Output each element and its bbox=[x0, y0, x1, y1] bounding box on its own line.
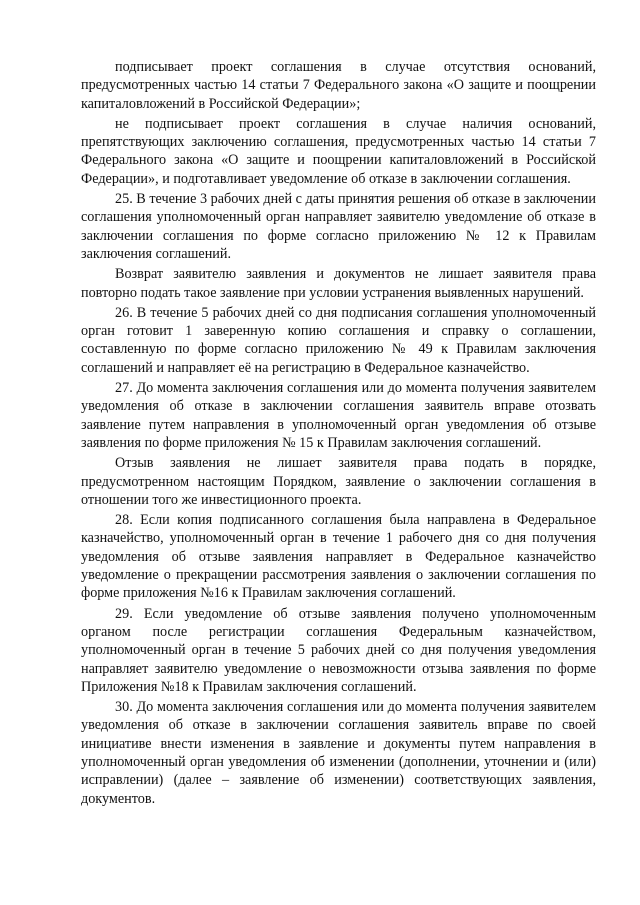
paragraph-26-registration: 26. В течение 5 рабочих дней со дня подписания соглашения уполномоченный орган готовит 1 заверенную копию соглашения и справку о соглашении, составленную по форме согласно приложению № 49 к Правилам заключения соглашений и направляет её на регистрацию в Федеральное казначейство. bbox=[81, 304, 596, 376]
paragraph-does-not-sign-draft: не подписывает проект соглашения в случае наличия оснований, препятствующих заключению соглашения, предусмотренных частью 14 статьи 7 Федерального закона «О защите и поощрении капиталовложений в Российской Федерации», и подготавливает уведомление об отказе в заключении соглашения. bbox=[81, 115, 596, 187]
paragraph-28-treasury-notice: 28. Если копия подписанного соглашения была направлена в Федеральное казначейство, уполномоченный орган в течение 1 рабочего дня со дня получения уведомления об отзыве заявления направляет в Федеральное казначейство уведомление о прекращении рассмотрения заявления о заключении соглашения по форме приложения №16 к Правилам заключения соглашений. bbox=[81, 512, 596, 602]
paragraph-27-withdrawal: 27. До момента заключения соглашения или до момента получения заявителем уведомления об отказе в заключении соглашения заявитель вправе отозвать заявление путем направления в уполномоченный орган уведомления об отзыве заявления по форме приложения № 15 к Правилам заключения соглашений. bbox=[81, 380, 596, 451]
paragraph-27-withdrawal-rights: Отзыв заявления не лишает заявителя права подать в порядке, предусмотренном настоящим Порядком, заявление о заключении соглашения в отношении того же инвестиционного проекта. bbox=[81, 455, 596, 508]
paragraph-30-amendments: 30. До момента заключения соглашения или до момента получения заявителем уведомления об отказе в заключении соглашения заявитель вправе по своей инициативе внести изменения в заявление и документы путем направления в уполномоченный орган уведомления об изменении (дополнении, уточнении и (или) исправлении) (далее – заявление об изменении) соответствующих заявления, документов. bbox=[81, 699, 596, 807]
paragraph-25-refusal-notice: 25. В течение 3 рабочих дней с даты принятия решения об отказе в заключении соглашения уполномоченный орган направляет заявителю уведомление об отказе в заключении соглашения по форме согласно приложению № 12 к Правилам заключения соглашений. bbox=[81, 191, 596, 262]
paragraph-25-return-of-documents: Возврат заявителю заявления и документов не лишает заявителя права повторно подать такое заявление при условии устранения выявленных нарушений. bbox=[81, 266, 596, 301]
document-page bbox=[81, 58, 596, 810]
paragraph-signs-draft: подписывает проект соглашения в случае отсутствия оснований, предусмотренных частью 14 статьи 7 Федерального закона «О защите и поощрении капиталовложений в Российской Федерации»; bbox=[81, 59, 596, 112]
paragraph-29-impossibility-notice: 29. Если уведомление об отзыве заявления получено уполномоченным органом после регистрации соглашения Федеральным казначейством, уполномоченный орган в течение 5 рабочих дней со дня получения уведомления направляет заявителю уведомление о невозможности отзыва заявления по форме Приложения №18 к Правилам заключения соглашений. bbox=[81, 605, 596, 695]
